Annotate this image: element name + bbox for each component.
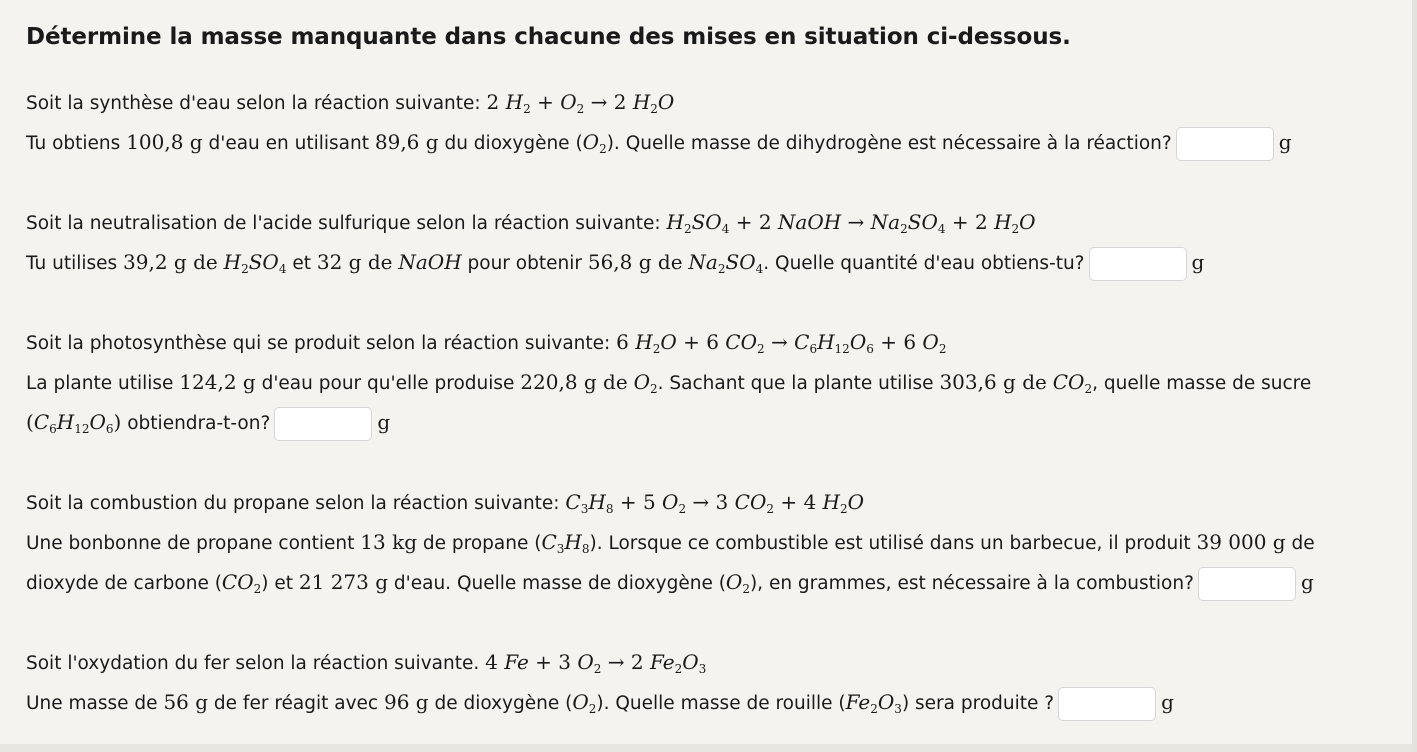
page-right-edge [1412,0,1417,752]
q2-unit: g [1191,250,1205,274]
q1-unit: g [1278,130,1292,154]
q5-answer-input[interactable] [1058,687,1156,721]
q2-answer-input[interactable] [1089,247,1187,281]
q4-equation: $C_3H_8 + 5$ $O_2 \to 3$ $CO_2 + 4$ $H_2O$ [565,490,865,516]
q3-question-line-2: $(C_6H_{12}O_6)$ obtiendra-t-on? g [26,402,390,442]
q2-equation: $H_2SO_4 + 2$ NaOH → $Na_2SO_4 + 2$ $H_2O$ [666,210,1036,236]
q5-reaction-line: Soit l'oxydation du fer selon la réaction suivante. 4 Fe + 3 $O_2 \to 2$ $Fe_2O_3$ [26,650,707,676]
q1-answer-input[interactable] [1176,127,1274,161]
q4-answer-input[interactable] [1198,567,1296,601]
instruction-heading: Détermine la masse manquante dans chacune des mises en situation ci-dessous. [26,24,1071,50]
q3-question-line: La plante utilise 124,2 g d'eau pour qu'elle produise 220,8 g de $O_2$. Sachant que la plante utilise 303,6 g de $CO_2$, quelle masse de sucre [26,370,1312,396]
q4-unit: g [1300,570,1314,594]
q5-unit: g [1161,690,1174,714]
q1-reaction-line: Soit la synthèse d'eau selon la réaction suivante: 2 $H_2 + O_2 \to 2$ $H_2O$ [26,90,675,116]
q2-question-line: Tu utilises 39,2 g de $H_2SO_4$ et 32 g de NaOH pour obtenir 56,8 g de $Na_2SO_4$. Quelle quantité d'eau obtiens-tu? g [26,242,1204,282]
q4-question-line-2: dioxyde de carbone $(CO_2)$ et 21 273 g d'eau. Quelle masse de dioxygène $(O_2)$, en grammes, est nécessaire à la combustion? g [26,562,1314,602]
q3-unit: g [377,410,391,434]
q3-equation: 6 $H_2O + 6$ $CO_2 \to C_6H_{12}O_6 + 6$ $O_2$ [616,330,947,356]
q3-reaction-line: Soit la photosynthèse qui se produit selon la réaction suivante: 6 $H_2O + 6$ $CO_2 \to C_6H_{12}O_6 + 6$ $O_2$ [26,330,947,356]
q4-question-line: Une bonbonne de propane contient 13 kg de propane $(C_3H_8)$. Lorsque ce combustible est utilisé dans un barbecue, il produit 39 000 g de [26,530,1315,556]
q1-question-line: Tu obtiens 100,8 g d'eau en utilisant 89,6 g du dioxygène $(O_2)$. Quelle masse de dihydrogène est nécessaire à la réaction? g [26,122,1292,162]
page-bottom-edge [0,744,1412,752]
q1-equation: 2 $H_2 + O_2 \to 2$ $H_2O$ [486,90,675,116]
q5-question-line: Une masse de 56 g de fer réagit avec 96 g de dioxygène $(O_2)$. Quelle masse de rouille $(Fe_2O_3)$ sera produite ? g [26,682,1174,722]
q5-equation: 4 Fe + 3 $O_2 \to 2$ $Fe_2O_3$ [485,650,707,676]
q2-reaction-line: Soit la neutralisation de l'acide sulfurique selon la réaction suivante: $H_2SO_4 + 2$ NaOH → $Na_2SO_4 + 2$ $H_2O$ [26,210,1036,236]
q3-answer-input[interactable] [274,407,372,441]
q4-reaction-line: Soit la combustion du propane selon la réaction suivante: $C_3H_8 + 5$ $O_2 \to 3$ $CO_2 + 4$ $H_2O$ [26,490,865,516]
